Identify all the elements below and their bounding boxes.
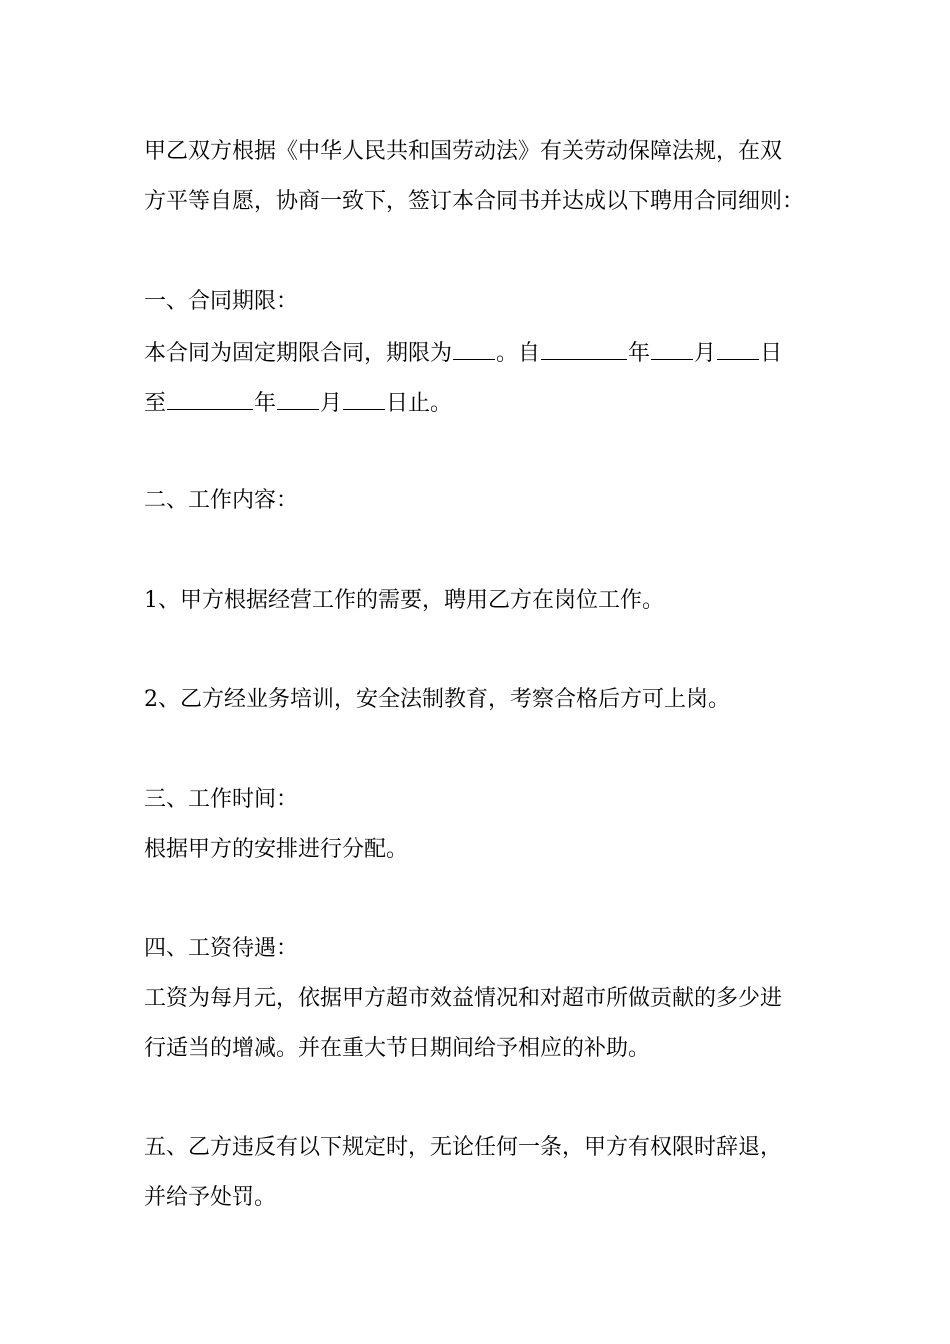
month-label: 月 — [320, 391, 343, 416]
end-year-blank[interactable] — [167, 387, 253, 410]
section-1-paragraph-line-2 — [144, 387, 452, 419]
item-number: 1 — [144, 588, 158, 613]
term-text: 本合同为固定期限合同，期限为 — [144, 341, 453, 366]
year-label: 年 — [628, 341, 651, 366]
section-3-text: 根据甲方的安排进行分配。 — [144, 837, 409, 862]
section-2-item-1 — [144, 586, 664, 616]
year-label: 年 — [254, 391, 277, 416]
section-4-line-1: 工资为每月元，依据甲方超市效益情况和对超市所做贡献的多少进 — [144, 986, 783, 1011]
start-year-blank[interactable] — [541, 337, 627, 360]
start-day-blank[interactable] — [717, 337, 759, 360]
day-label: 日 — [760, 341, 783, 366]
section-4-line-2: 行适当的增减。并在重大节日期间给予相应的补助。 — [144, 1036, 651, 1061]
item-text: 、甲方根据经营工作的需要，聘用乙方在岗位工作。 — [158, 588, 665, 613]
month-label: 月 — [694, 341, 717, 366]
section-5-line-2: 并给予处罚。 — [144, 1185, 277, 1210]
section-4-heading: 四、工资待遇： — [144, 936, 299, 961]
item-text: 、乙方经业务培训，安全法制教育，考察合格后方可上岗。 — [158, 687, 731, 712]
section-3-heading: 三、工作时间： — [144, 787, 299, 812]
section-5-line-1: 五、乙方违反有以下规定时，无论任何一条，甲方有权限时辞退， — [144, 1135, 783, 1160]
to-text: 至 — [144, 391, 167, 416]
from-text: 。自 — [496, 341, 541, 366]
section-2-item-2 — [144, 685, 730, 715]
section-1-heading: 一、合同期限： — [144, 289, 299, 314]
end-month-blank[interactable] — [277, 387, 319, 410]
item-number: 2 — [144, 687, 158, 712]
term-blank[interactable] — [453, 337, 495, 360]
end-day-blank[interactable] — [343, 387, 385, 410]
start-month-blank[interactable] — [651, 337, 693, 360]
day-end-label: 日止。 — [386, 391, 453, 416]
section-1-paragraph-line-1 — [144, 337, 782, 369]
intro-line-2: 方平等自愿，协商一致下，签订本合同书并达成以下聘用合同细则： — [144, 189, 805, 214]
intro-line-1: 甲乙双方根据《中华人民共和国劳动法》有关劳动保障法规，在双 — [144, 139, 783, 164]
section-2-heading: 二、工作内容： — [144, 488, 299, 513]
